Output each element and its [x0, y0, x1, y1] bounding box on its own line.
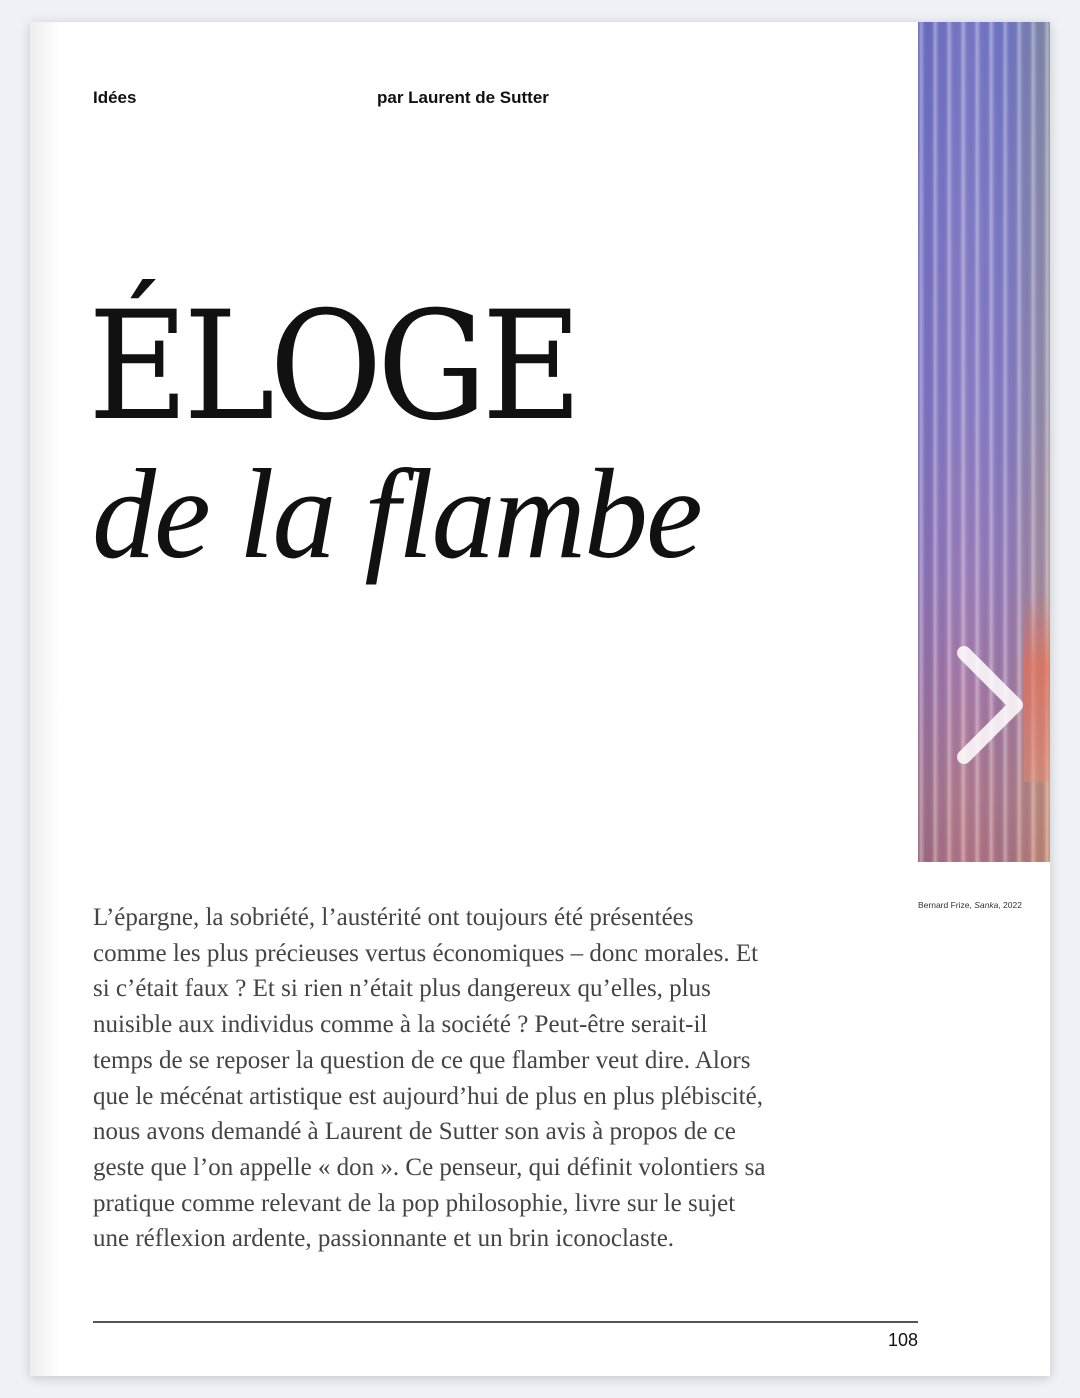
chevron-right-icon [950, 645, 1030, 765]
section-label: Idées [93, 88, 137, 107]
lead-paragraph: L’épargne, la sobriété, l’austérité ont toujours été présentées comme les plus précieuses vertus économiques – donc morales. Et si c’était faux ? Et si rien n’était plus dangereux qu’elles, plus nuisible aux individus comme à la société ? Peut-être serait-il temps de se reposer la question de ce que flamber veut dire. Alors que le mécénat artistique est aujourd’hui de plus en plus plébiscité, nous avons demandé à Laurent de Sutter son avis à propos de ce geste que l’on appelle « don ». Ce penseur, qui définit volontiers sa pratique comme relevant de la pop philosophie, livre sur le sujet une réflexion ardente, passionnante et un brin iconoclaste. [93, 904, 766, 1253]
article-lead [93, 900, 773, 1257]
caption-year: , 2022 [998, 900, 1022, 910]
author-byline: par Laurent de Sutter [377, 88, 549, 107]
article-title-main: ÉLOGE [88, 280, 577, 454]
previous-page-button[interactable] [50, 645, 130, 765]
footer-rule [93, 1321, 918, 1323]
page-number: 108 [887, 1330, 918, 1350]
caption-artist: Bernard Frize, [918, 900, 975, 910]
article-title-sub: de la flambe [92, 443, 701, 585]
artwork-caption [918, 900, 1022, 910]
next-page-button[interactable] [950, 645, 1030, 765]
chevron-left-icon [50, 645, 130, 765]
caption-title: Sanka [974, 900, 999, 910]
magazine-page [30, 22, 1050, 1376]
